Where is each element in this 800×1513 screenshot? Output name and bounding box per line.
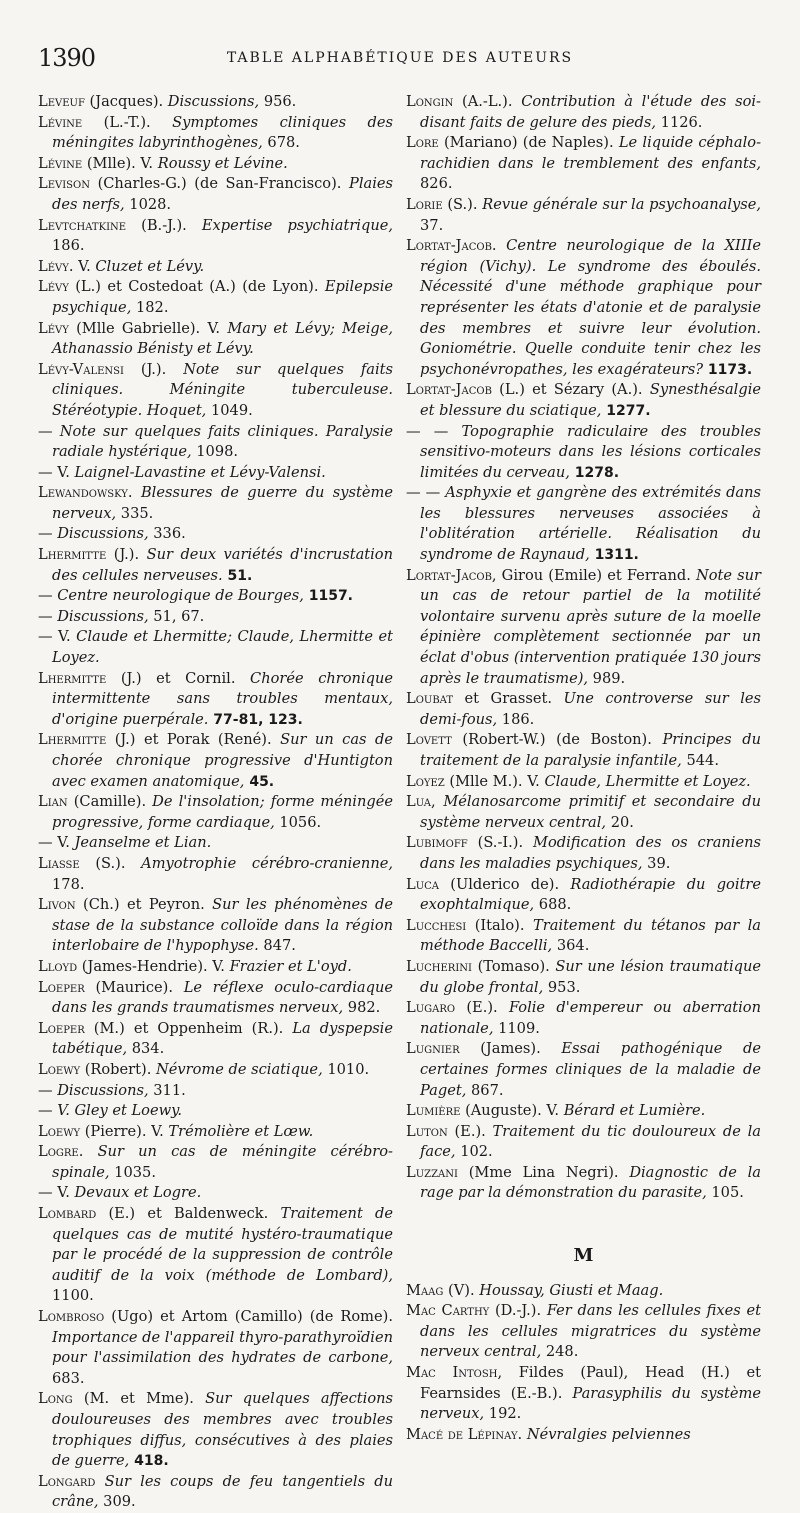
- entry-title: Frazier et L'oyd.: [229, 957, 352, 975]
- section-letter-m: M: [573, 1245, 594, 1267]
- entry-title: Devaux et Logre.: [74, 1184, 202, 1202]
- entry-title: Importance de l'appareil thyro-parathyroïdien pour l'assimilation des hydrates de carbone,: [52, 1328, 393, 1367]
- entry-author: Lorie: [406, 195, 443, 213]
- entry-author: Longard: [38, 1472, 96, 1490]
- entry-author: Levison: [38, 175, 90, 193]
- entry-author: —: [38, 525, 53, 543]
- index-entry: [406, 133, 761, 195]
- entry-title: Claude et Lhermitte; Claude, Lhermitte et Loyez.: [52, 628, 393, 667]
- entry-author: —: [38, 422, 53, 440]
- entry-details: V.: [52, 463, 75, 481]
- entry-title: V. Gley et Loewy.: [57, 1102, 183, 1120]
- entry-title: Note sur quelques faits cliniques. Paralysie radiale hystérique,: [52, 422, 393, 461]
- index-entry: [406, 1039, 761, 1101]
- entry-author: Logre.: [38, 1143, 84, 1161]
- index-entry: [38, 833, 393, 854]
- index-entry: [406, 1281, 761, 1302]
- entry-title: Névrome de sciatique,: [155, 1060, 323, 1078]
- index-entry: [406, 1363, 761, 1425]
- index-entry: [38, 319, 393, 360]
- entry-title: Contribution à l'étude des soi-disant faits de gelure des pieds,: [420, 93, 761, 131]
- entry-page: 847.: [258, 937, 296, 955]
- entry-author: Lévine: [38, 154, 83, 172]
- entry-author: Loyez: [406, 772, 445, 790]
- entry-page: 826.: [420, 175, 453, 193]
- index-entry: [38, 1142, 393, 1183]
- entry-title: Discussions,: [57, 1081, 149, 1099]
- entry-page: 311.: [148, 1081, 186, 1099]
- entry-page: 309.: [98, 1493, 136, 1511]
- entry-author: Lucherini: [406, 957, 472, 975]
- entry-details: (V).: [443, 1281, 480, 1299]
- entry-author: Lévy.: [38, 257, 74, 275]
- entry-author: Liasse: [38, 854, 80, 872]
- entry-author: Lubimoff: [406, 834, 468, 852]
- entry-author: Lore: [406, 134, 439, 152]
- index-entry: [38, 277, 393, 318]
- entry-author: Lovett: [406, 731, 452, 749]
- entry-page: 182.: [131, 298, 169, 316]
- entry-author: Lumière: [406, 1102, 461, 1120]
- entry-author: — —: [406, 484, 441, 502]
- entry-details: (J.) et Porak (René).: [106, 731, 281, 749]
- entry-title: Symptomes cliniques des méningites labyrinthogènes,: [52, 113, 393, 152]
- index-entry: [38, 730, 393, 792]
- entry-title: Topographie radiculaire des troubles sensitivo-moteurs dans les lésions corticales limitées du cerveau,: [420, 422, 761, 481]
- index-entry: [406, 236, 761, 380]
- entry-author: —: [38, 607, 53, 625]
- entry-title: Bérard et Lumière.: [563, 1102, 706, 1120]
- entry-details: (E.).: [455, 999, 509, 1017]
- entry-author: Lortat-Jacob,: [406, 566, 497, 584]
- entry-title: Folie d'empereur ou aberration nationale,: [420, 999, 761, 1037]
- index-entry: [38, 1060, 393, 1081]
- entry-title: Amyotrophie cérébro-cranienne,: [141, 854, 393, 872]
- entry-author: Lugnier: [406, 1040, 460, 1058]
- entry-details: (Mlle M.). V.: [444, 772, 545, 790]
- entry-details: (L.-T.).: [82, 113, 173, 131]
- entry-author: Loeper: [38, 1019, 85, 1037]
- entry-details: V.: [73, 257, 96, 275]
- entry-details: V.: [52, 1184, 75, 1202]
- entry-details: (Tomaso).: [471, 957, 556, 975]
- running-title: TABLE ALPHABÉTIQUE DES AUTEURS: [226, 50, 574, 66]
- entry-details: (D.-J.).: [489, 1302, 547, 1320]
- entry-details: V.: [52, 834, 75, 852]
- entry-page: 956.: [259, 93, 297, 110]
- index-entry: [406, 1301, 761, 1363]
- entry-details: (J.).: [106, 546, 147, 564]
- entry-page: 336.: [148, 525, 186, 543]
- entry-page: 834.: [127, 1040, 165, 1058]
- entry-title: Trémolière et Lœw.: [168, 1122, 314, 1140]
- entry-details: (Mariano) (de Naples).: [438, 134, 619, 152]
- entry-author: Livon: [38, 896, 76, 914]
- index-entry: [38, 483, 393, 524]
- entry-page: 51.: [222, 567, 253, 584]
- entry-author: Lua,: [406, 793, 436, 811]
- entry-page: 1311.: [589, 547, 639, 564]
- entry-details: (J.).: [123, 360, 184, 378]
- entry-details: (Robert).: [80, 1060, 156, 1078]
- entry-title: Traitement du tic douloureux de la face,: [420, 1122, 761, 1161]
- entry-author: Loubat: [406, 690, 454, 708]
- entry-page: 1010.: [322, 1060, 370, 1078]
- index-entry: [38, 792, 393, 833]
- entry-details: (S.).: [442, 195, 483, 213]
- entry-title: Parasyphilis du système nerveux,: [420, 1384, 761, 1423]
- entry-author: Loewy: [38, 1122, 81, 1140]
- entry-page: 178.: [52, 875, 85, 893]
- entry-details: et Grasset.: [453, 690, 564, 708]
- entry-page: 45.: [244, 773, 275, 790]
- entry-page: 186.: [52, 237, 85, 255]
- entry-details: Girou (Emile) et Ferrand.: [496, 566, 696, 584]
- entry-author: — —: [406, 422, 449, 440]
- index-entry: [38, 360, 393, 422]
- entry-author: Loeper: [38, 978, 85, 996]
- entry-title: Fer dans les cellules fixes et dans les cellules migratrices du système nerveux central,: [420, 1302, 761, 1361]
- entry-title: Le réflexe oculo-cardiaque dans les grands traumatismes nerveux,: [52, 978, 393, 1017]
- entry-author: Levtchatkine: [38, 216, 127, 234]
- entry-title: Traitement de quelques cas de mutité hystéro-traumatique par le procédé de la suppression de contrôle auditif de la voix (méthode de Lombard),: [52, 1205, 393, 1284]
- index-entry: [38, 895, 393, 957]
- entry-author: Lévine: [38, 113, 83, 131]
- entry-page: 1126.: [656, 113, 703, 131]
- entry-page: 1056.: [274, 813, 322, 831]
- index-entry: [406, 1425, 761, 1446]
- index-entry: [38, 1019, 393, 1060]
- entry-page: 37.: [420, 216, 444, 234]
- entry-page: 364.: [552, 937, 590, 955]
- entry-author: Lhermitte: [38, 669, 107, 687]
- index-entry: [38, 113, 393, 154]
- index-entry: [406, 1122, 761, 1163]
- index-entry: [406, 689, 761, 730]
- entry-author: Macé de Lépinay.: [406, 1425, 523, 1443]
- entry-author: —: [38, 463, 53, 481]
- entry-details: V.: [52, 628, 77, 646]
- entry-author: Longin: [406, 93, 454, 110]
- entry-author: Lombroso: [38, 1308, 105, 1326]
- entry-author: Lhermitte: [38, 546, 107, 564]
- entry-author: Long: [38, 1390, 73, 1408]
- index-entry: [406, 195, 761, 236]
- entry-details: (Jacques).: [84, 93, 168, 110]
- entry-title: Mary et Lévy; Meige, Athanassio Bénisty et Lévy.: [52, 319, 393, 358]
- index-entry: [38, 1389, 393, 1471]
- entry-details: (Ch.) et Peyron.: [75, 896, 213, 914]
- entry-author: Leveuf: [38, 93, 85, 110]
- index-entry: [406, 730, 761, 771]
- left-column: [38, 92, 393, 1513]
- entry-details: (Mlle Gabrielle). V.: [68, 319, 228, 337]
- entry-title: Le liquide céphalo-rachidien dans le tremblement des enfants,: [420, 134, 762, 172]
- entry-details: (E.).: [447, 1122, 493, 1140]
- entry-details: (B.-J.).: [126, 216, 202, 234]
- entry-title: La dyspepsie tabétique,: [52, 1019, 393, 1058]
- entry-details: [133, 484, 141, 501]
- entry-details: (A.-L.).: [453, 93, 522, 110]
- entry-title: Essai pathogénique de certaines formes cliniques de la maladie de Paget,: [420, 1040, 761, 1099]
- entry-details: [448, 423, 461, 440]
- entry-title: Note sur un cas de retour partiel de la motilité volontaire survenu après suture de la moelle épinière complètement sectionnée par un éclat d'obus (intervention pratiquée 130 jours après le traumatisme),: [420, 566, 762, 687]
- index-entry: [38, 586, 393, 607]
- entry-title: Sur les coups de feu tangentiels du crâne,: [52, 1472, 393, 1511]
- entry-author: —: [38, 1184, 53, 1202]
- entry-details: (Auguste). V.: [460, 1102, 564, 1120]
- index-entry: [38, 854, 393, 895]
- index-entry: [38, 545, 393, 586]
- right-column: [406, 92, 761, 1445]
- entry-author: —: [38, 834, 53, 852]
- entry-author: Mac Carthy: [406, 1302, 490, 1320]
- index-entry: [38, 669, 393, 731]
- entry-author: Mac Intosh,: [406, 1364, 503, 1382]
- index-entry: [38, 978, 393, 1019]
- entry-title: Cluzet et Lévy.: [95, 257, 205, 275]
- entry-title: Une controverse sur les demi-fous,: [420, 690, 761, 728]
- index-entry: [38, 627, 393, 668]
- entry-title: Sur quelques affections douloureuses des membres avec troubles trophiques diffus, consécutives à des plaies de guerre,: [52, 1390, 393, 1470]
- index-entry: [38, 1472, 393, 1513]
- entry-title: Modification des os craniens dans les maladies psychiques,: [420, 834, 761, 872]
- entry-title: Epilepsie psychique,: [52, 278, 393, 316]
- entry-title: Discussions,: [57, 525, 149, 543]
- index-entry: [38, 174, 393, 215]
- entry-title: Discussions,: [167, 93, 260, 110]
- entry-title: Sur deux variétés d'incrustation des cellules nerveuses.: [52, 546, 393, 584]
- entry-title: Asphyxie et gangrène des extrémités dans les blessures nerveuses associées à l'oblitération artérielle. Réalisation du syndrome de Raynaud,: [420, 484, 761, 564]
- entry-details: (Mlle). V.: [82, 154, 158, 172]
- entry-page: 1028.: [124, 195, 172, 213]
- entry-title: Claude, Lhermitte et Loyez.: [544, 772, 751, 790]
- entry-title: Synesthésalgie et blessure du sciatique,: [420, 381, 761, 419]
- entry-page: 77-81, 123.: [208, 711, 303, 728]
- entry-title: Revue générale sur la psychoanalyse,: [482, 195, 762, 213]
- entry-details: (L.) et Costedoat (A.) (de Lyon).: [68, 278, 325, 296]
- entry-details: (James).: [459, 1040, 562, 1058]
- index-entry: [38, 524, 393, 545]
- entry-author: Lévy: [38, 278, 69, 296]
- index-entry: [38, 1183, 393, 1204]
- entry-title: Principes du traitement de la paralysie infantile,: [420, 731, 761, 769]
- entry-title: Radiothérapie du goitre exophtalmique,: [420, 875, 761, 914]
- entry-page: 248.: [541, 1343, 579, 1361]
- entry-title: Centre neurologique de la XIIIe région (Vichy). Le syndrome des éboulés. Nécessité d'une méthode graphique pour représenter les états d'atonie et de paralysie des membres et suivre leur évolution. Goniométrie. Quelle conduite tenir chez les psychonévropathes, les exagérateurs?: [420, 237, 761, 378]
- index-entry: [38, 1204, 393, 1307]
- entry-details: (M. et Mme).: [72, 1390, 206, 1408]
- entry-details: (Ugo) et Artom (Camillo) (de Rome).: [104, 1308, 393, 1326]
- entry-details: (Pierre). V.: [80, 1122, 169, 1140]
- entry-details: (J.) et Cornil.: [106, 669, 251, 687]
- index-entry: [406, 792, 761, 833]
- index-entry: [38, 1122, 393, 1143]
- entry-title: Laignel-Lavastine et Lévy-Valensi.: [74, 463, 326, 481]
- entry-title: Roussy et Lévine.: [157, 154, 288, 172]
- entry-details: [53, 423, 60, 440]
- index-entry: [38, 1307, 393, 1389]
- entry-details: (Maurice).: [84, 978, 184, 996]
- index-entry: [38, 257, 393, 278]
- entry-title: Blessures de guerre du système nerveux,: [52, 484, 394, 522]
- entry-details: [497, 237, 507, 254]
- index-entry: [406, 875, 761, 916]
- entry-title: Sur un cas de méningite cérébro-spinale,: [52, 1143, 393, 1181]
- entry-author: Maag: [406, 1281, 444, 1299]
- entry-details: (Mme Lina Negri).: [457, 1163, 630, 1181]
- entry-details: (Italo).: [466, 916, 533, 934]
- entry-page: 982.: [343, 999, 381, 1017]
- index-entry: [38, 607, 393, 628]
- entry-author: Lewandowsky.: [38, 484, 133, 502]
- entry-page: 867.: [466, 1081, 504, 1099]
- entry-page: 1049.: [206, 401, 253, 419]
- index-entry: [406, 92, 761, 133]
- entry-author: Lortat-Jacob: [406, 381, 492, 399]
- page-number: 1390: [38, 44, 96, 72]
- index-entry: [406, 772, 761, 793]
- entry-page: 51, 67.: [148, 607, 205, 625]
- entry-author: Lhermitte: [38, 731, 107, 749]
- page-header: [38, 44, 762, 74]
- entry-title: Houssay, Giusti et Maag.: [479, 1281, 664, 1299]
- entry-title: Jeanselme et Lian.: [74, 834, 212, 852]
- entry-details: (Camille).: [67, 793, 153, 811]
- index-entry: [38, 957, 393, 978]
- entry-title: Sur une lésion traumatique du globe frontal,: [420, 957, 761, 996]
- index-entry: [406, 566, 761, 690]
- index-entry: [38, 92, 393, 113]
- entry-page: 102.: [455, 1143, 493, 1161]
- entry-details: (S.-I.).: [467, 834, 534, 852]
- index-entry: [38, 216, 393, 257]
- entry-title: Chorée chronique intermittente sans troubles mentaux, d'origine puerpérale.: [52, 669, 393, 728]
- entry-page: 688.: [534, 896, 572, 914]
- index-entry: [406, 998, 761, 1039]
- index-entry: [406, 833, 761, 874]
- index-entry: [406, 380, 761, 421]
- entry-title: Traitement du tétanos par la méthode Baccelli,: [420, 916, 761, 955]
- entry-title: Discussions,: [57, 607, 149, 625]
- section-m-entries: [406, 1281, 761, 1446]
- entry-title: Expertise psychiatrique,: [201, 216, 393, 234]
- entry-author: —: [38, 628, 53, 646]
- entry-author: Lévy-Valensi: [38, 360, 124, 378]
- entry-page: 1100.: [52, 1287, 94, 1305]
- entry-title: Sur les phénomènes de stase de la substance colloïde dans la région interlobaire de l'hypophyse.: [52, 896, 393, 955]
- entry-page: 1035.: [109, 1163, 156, 1181]
- entry-page: 105.: [706, 1184, 744, 1202]
- entry-details: Fildes (Paul), Head (H.) et Fearnsides (E.-B.).: [420, 1364, 761, 1402]
- entry-title: Note sur quelques faits cliniques. Méningite tuberculeuse. Stéréotypie. Hoquet,: [52, 360, 394, 419]
- entry-details: (Ulderico de).: [439, 875, 571, 893]
- entry-page: 989.: [588, 669, 626, 687]
- entry-title: Centre neurologique de Bourges,: [57, 587, 304, 605]
- index-entry: [406, 1101, 761, 1122]
- entry-details: (Charles-G.) (de San-Francisco).: [89, 175, 350, 193]
- entry-title: Sur un cas de chorée chronique progressive d'Huntigton avec examen anatomique,: [52, 731, 393, 790]
- entry-details: (E.) et Baldenweck.: [96, 1205, 281, 1223]
- entry-page: 1157.: [303, 588, 354, 605]
- entry-details: (L.) et Sézary (A.).: [491, 381, 650, 399]
- index-entry: [38, 154, 393, 175]
- entry-page: 335.: [116, 504, 154, 522]
- entry-author: —: [38, 1102, 53, 1120]
- entry-page: 678.: [262, 134, 300, 152]
- entry-details: [95, 1473, 104, 1490]
- entry-page: 544.: [681, 752, 719, 769]
- entry-author: Luzzani: [406, 1163, 458, 1181]
- index-entry: [406, 957, 761, 998]
- index-entry: [38, 463, 393, 484]
- entry-title: Névralgies pelviennes: [526, 1425, 691, 1443]
- entry-page: 683.: [52, 1369, 85, 1387]
- entry-author: Lucchesi: [406, 916, 467, 934]
- entry-details: (S.).: [79, 854, 142, 872]
- entry-page: 20.: [606, 813, 634, 831]
- entry-title: Mélanosarcome primitif et secondaire du système nerveux central,: [420, 793, 762, 831]
- entry-page: 1278.: [569, 464, 620, 481]
- entry-author: —: [38, 587, 53, 605]
- entry-author: Lévy: [38, 319, 69, 337]
- entry-details: [83, 1143, 97, 1160]
- index-entry: [406, 422, 761, 484]
- entry-author: Lortat-Jacob.: [406, 237, 497, 255]
- entry-details: (M.) et Oppenheim (R.).: [84, 1019, 293, 1037]
- entry-author: Lian: [38, 793, 68, 811]
- entry-title: Plaies des nerfs,: [52, 175, 393, 213]
- entry-title: De l'insolation; forme méningée progressive, forme cardiaque,: [52, 793, 393, 831]
- entry-author: Lombard: [38, 1205, 97, 1223]
- entry-author: Luca: [406, 875, 439, 893]
- entry-author: Luton: [406, 1122, 448, 1140]
- entry-details: (James-Hendrie). V.: [77, 957, 230, 975]
- index-entry: [406, 483, 761, 565]
- entry-page: 1277.: [601, 402, 651, 419]
- index-entry: [406, 1163, 761, 1204]
- entry-author: Lugaro: [406, 999, 456, 1017]
- entry-page: 192.: [484, 1405, 522, 1423]
- entry-page: 953.: [543, 978, 581, 996]
- entry-title: Diagnostic de la rage par la démonstration du parasite,: [420, 1163, 761, 1202]
- entry-page: 1173.: [703, 361, 753, 378]
- entry-details: (Robert-W.) (de Boston).: [451, 731, 663, 749]
- entry-page: 418.: [129, 1453, 169, 1470]
- index-entry: [406, 916, 761, 957]
- entry-page: 186.: [497, 710, 535, 728]
- entry-author: —: [38, 1081, 53, 1099]
- index-entry: [38, 422, 393, 463]
- index-entry: [38, 1081, 393, 1102]
- entry-page: 1098.: [191, 443, 239, 461]
- entry-author: Loewy: [38, 1060, 81, 1078]
- index-entry: [38, 1101, 393, 1122]
- entry-page: 1109.: [493, 1019, 540, 1037]
- entry-page: 39.: [642, 854, 671, 872]
- right-column-entries: [406, 92, 761, 1204]
- entry-author: Lloyd: [38, 957, 78, 975]
